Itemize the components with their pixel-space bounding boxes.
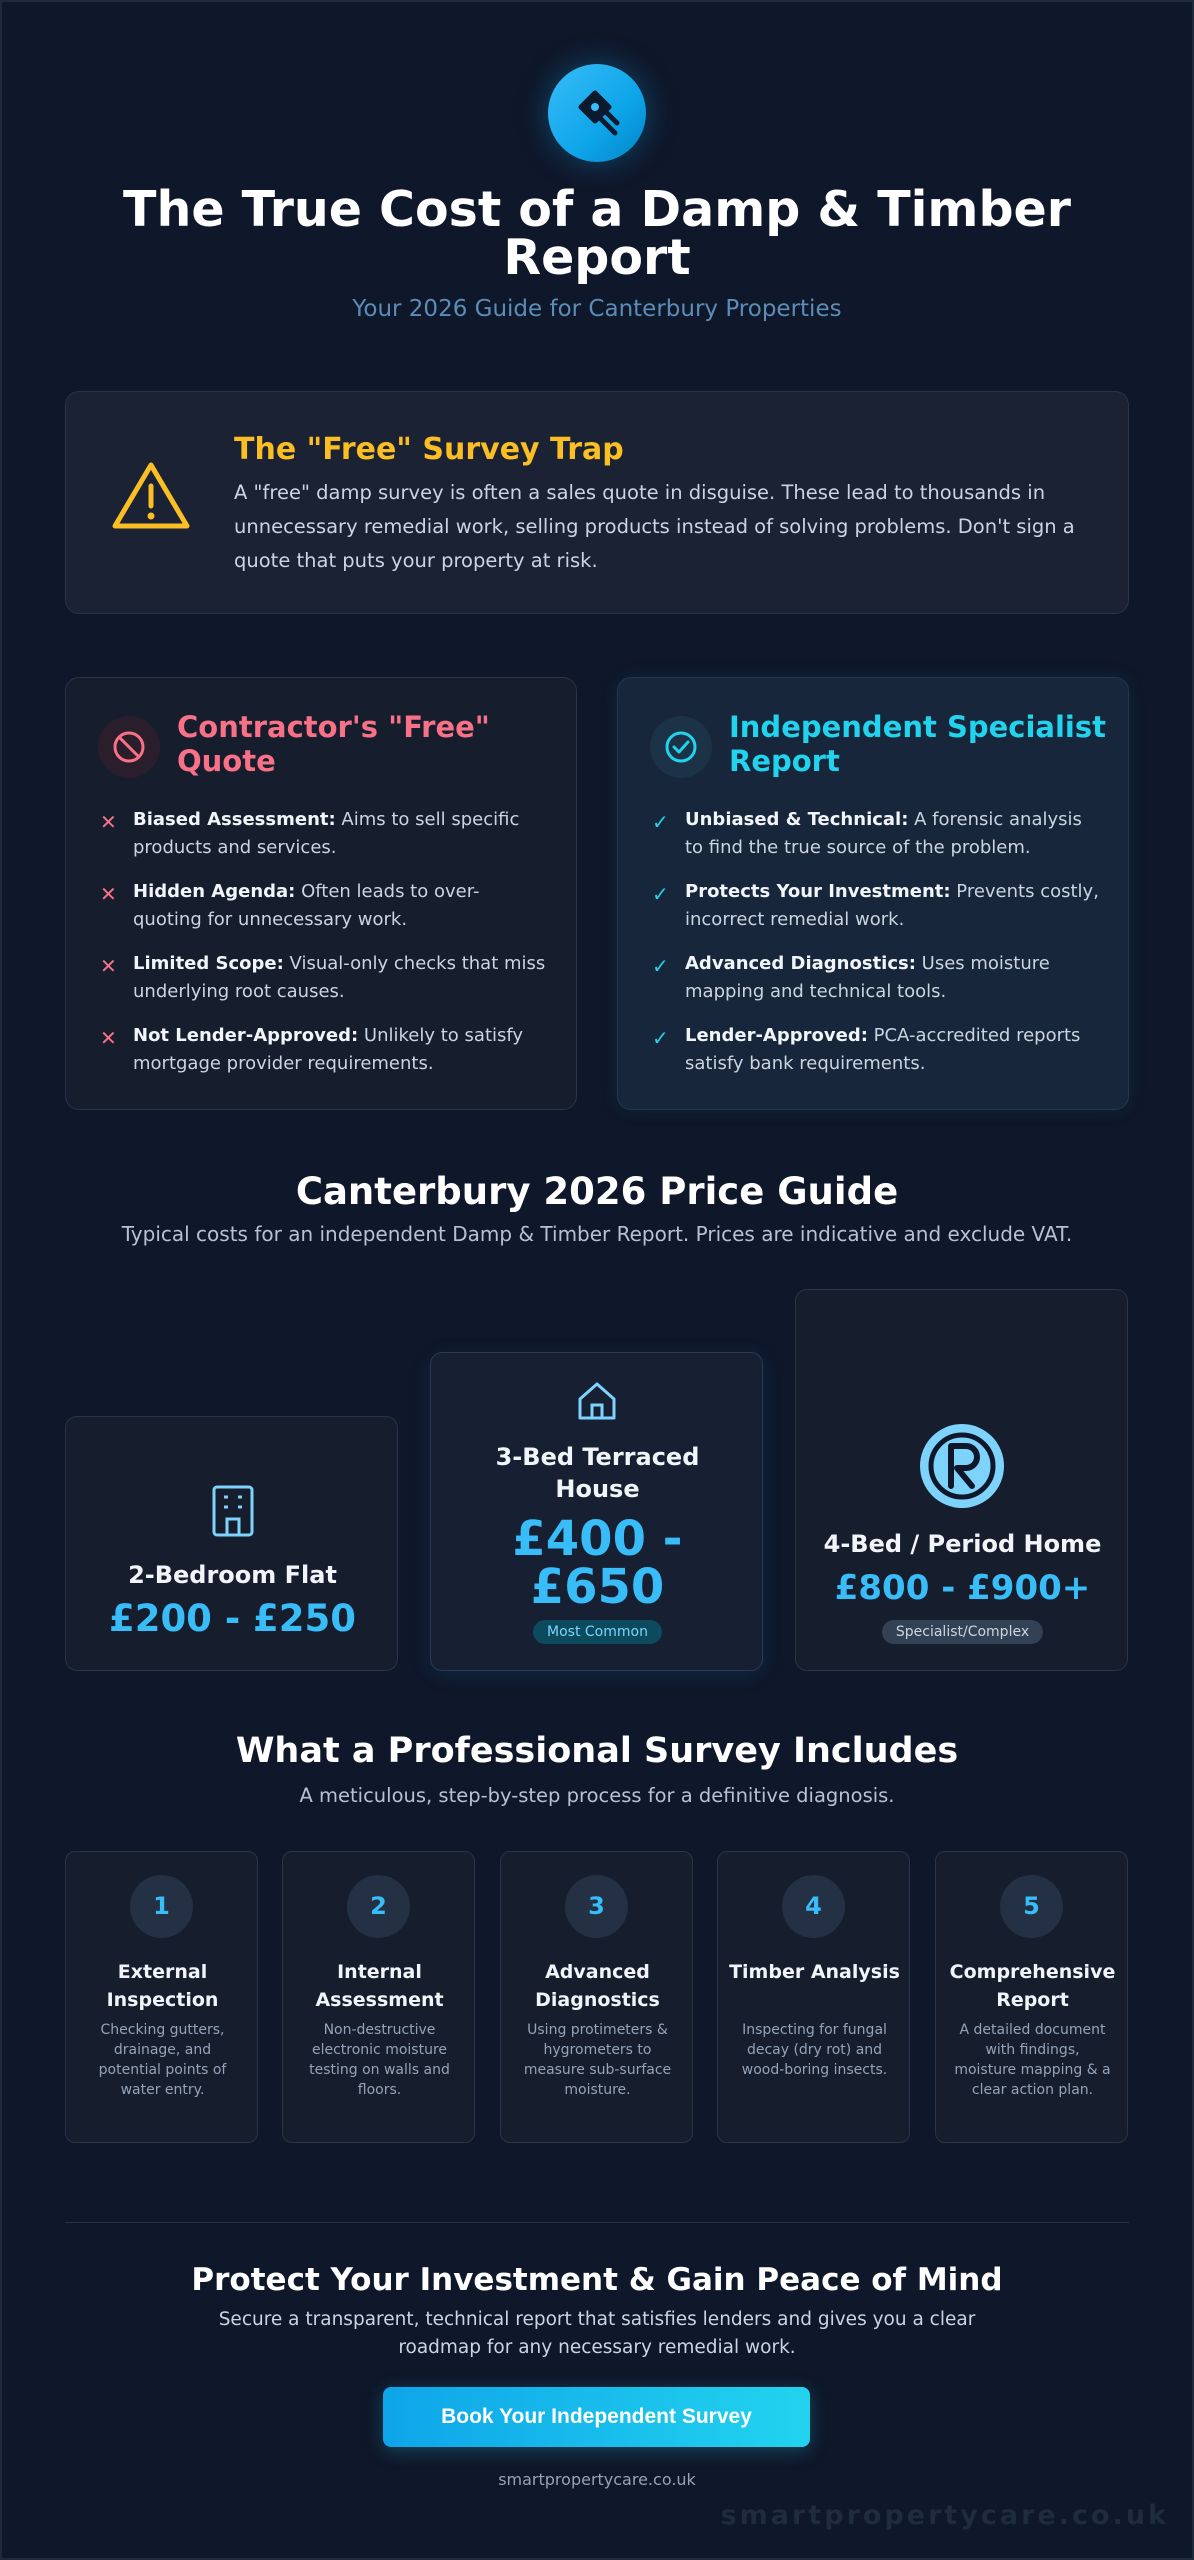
contractor-quote-title: Contractor's "Free" Quote	[177, 710, 490, 778]
cross-icon: ✕	[100, 1026, 117, 1050]
check-icon: ✓	[652, 882, 669, 906]
book-survey-button[interactable]: Book Your Independent Survey	[383, 2387, 810, 2447]
item-text: Visual-only checks that miss underlying root causes.	[133, 953, 546, 1002]
cross-icon: ✕	[100, 954, 117, 978]
price-card-name: 3-Bed Terraced House	[495, 1443, 700, 1503]
price-card-name: 4-Bed / Period Home	[823, 1530, 1102, 1558]
item-text: A forensic analysis to find the true source of the problem.	[685, 809, 1082, 858]
contractor-quote-list	[98, 806, 548, 1094]
step-description: Inspecting for fungal decay (dry rot) and wood-boring insects.	[741, 2022, 888, 2078]
step-number: 1	[130, 1875, 193, 1938]
check-icon: ✓	[652, 954, 669, 978]
warning-title: The "Free" Survey Trap	[234, 432, 624, 467]
item-label: Limited Scope:	[133, 953, 284, 974]
step-number: 4	[782, 1875, 845, 1938]
list-item	[98, 1022, 548, 1078]
step-number: 2	[347, 1875, 410, 1938]
check-icon: ✓	[652, 1026, 669, 1050]
item-text: Aims to sell specific products and services.	[133, 809, 520, 858]
specialist-report-card	[617, 677, 1129, 1110]
step-number: 5	[1000, 1875, 1063, 1938]
list-item	[650, 806, 1100, 862]
price-guide-subtitle: Typical costs for an independent Damp & Timber Report. Prices are indicative and exclude VAT.	[121, 1222, 1073, 1246]
cta-title: Protect Your Investment & Gain Peace of Mind	[191, 2262, 1003, 2298]
price-card-flat	[65, 1416, 398, 1671]
price-card-period-home	[795, 1289, 1128, 1671]
step-card-1	[65, 1851, 258, 2143]
step-description: Using protimeters & hygrometers to measure sub-surface moisture.	[523, 2022, 672, 2098]
step-title: Comprehensive Report	[949, 1961, 1116, 2011]
damp-meter-icon	[548, 64, 646, 162]
cross-icon: ✕	[100, 810, 117, 834]
list-item	[650, 950, 1100, 1006]
page-title: The True Cost of a Damp & Timber Report	[123, 181, 1071, 286]
step-card-2	[282, 1851, 475, 2143]
process-title: What a Professional Survey Includes	[235, 1731, 959, 1771]
item-text: Uses moisture mapping and technical tools.	[685, 953, 1050, 1002]
specialist-report-list	[650, 806, 1100, 1094]
specialist-badge: Specialist/Complex	[882, 1620, 1043, 1644]
item-label: Advanced Diagnostics:	[685, 953, 916, 974]
check-icon: ✓	[652, 810, 669, 834]
list-item	[98, 806, 548, 862]
item-label: Not Lender-Approved:	[133, 1025, 359, 1046]
price-card-terraced	[430, 1352, 763, 1671]
list-item	[650, 1022, 1100, 1078]
step-description: A detailed document with findings, moisture mapping & a clear action plan.	[954, 2022, 1111, 2098]
warning-text: A "free" damp survey is often a sales quote in disguise. These lead to thousands in unnecessary remedial work, selling products instead of solving problems. Don't sign a quote that puts your property at risk.	[234, 481, 1075, 572]
building-icon	[208, 1483, 258, 1543]
price-card-value: £200 - £250	[108, 1597, 357, 1640]
price-guide-title: Canterbury 2026 Price Guide	[295, 1170, 899, 1213]
item-label: Hidden Agenda:	[133, 881, 296, 902]
free-survey-warning-card	[65, 391, 1129, 614]
step-card-4	[717, 1851, 910, 2143]
item-label: Protects Your Investment:	[685, 881, 951, 902]
item-text: Unlikely to satisfy mortgage provider requirements.	[133, 1025, 524, 1074]
specialist-report-title: Independent Specialist Report	[729, 710, 1106, 778]
page-subtitle: Your 2026 Guide for Canterbury Properties	[352, 296, 842, 322]
divider	[65, 2222, 1129, 2223]
list-item	[650, 878, 1100, 934]
item-label: Biased Assessment:	[133, 809, 336, 830]
item-text: Prevents costly, incorrect remedial work.	[685, 881, 1099, 930]
period-home-icon	[918, 1422, 1006, 1514]
most-common-badge: Most Common	[533, 1620, 662, 1644]
website-link[interactable]: smartpropertycare.co.uk	[498, 2470, 696, 2489]
step-card-3	[500, 1851, 693, 2143]
step-description: Checking gutters, drainage, and potential points of water entry.	[98, 2022, 227, 2098]
prohibited-icon	[98, 716, 160, 778]
house-icon	[575, 1379, 619, 1427]
watermark: smartpropertycare.co.uk	[720, 2500, 1169, 2531]
cross-icon: ✕	[100, 882, 117, 906]
warning-triangle-icon	[111, 460, 191, 534]
step-title: External Inspection	[106, 1961, 219, 2011]
list-item	[98, 878, 548, 934]
item-label: Lender-Approved:	[685, 1025, 868, 1046]
item-label: Unbiased & Technical:	[685, 809, 909, 830]
check-circle-icon	[650, 716, 712, 778]
item-text: Often leads to over-quoting for unnecessary work.	[133, 881, 480, 930]
step-title: Advanced Diagnostics	[535, 1961, 660, 2011]
price-card-name: 2-Bedroom Flat	[128, 1561, 337, 1589]
process-subtitle: A meticulous, step-by-step process for a definitive diagnosis.	[299, 1784, 895, 1807]
step-title: Timber Analysis	[729, 1961, 900, 1983]
step-card-5	[935, 1851, 1128, 2143]
step-title: Internal Assessment	[315, 1961, 444, 2011]
price-card-value: £400 - £650	[512, 1511, 683, 1615]
step-description: Non-destructive electronic moisture testing on walls and floors.	[309, 2022, 450, 2098]
price-card-value: £800 - £900+	[834, 1568, 1091, 1608]
step-number: 3	[565, 1875, 628, 1938]
item-text: PCA-accredited reports satisfy bank requirements.	[685, 1025, 1081, 1074]
list-item	[98, 950, 548, 1006]
cta-text: Secure a transparent, technical report that satisfies lenders and gives you a clear roadmap for any necessary remedial work.	[218, 2309, 976, 2358]
contractor-quote-card	[65, 677, 577, 1110]
